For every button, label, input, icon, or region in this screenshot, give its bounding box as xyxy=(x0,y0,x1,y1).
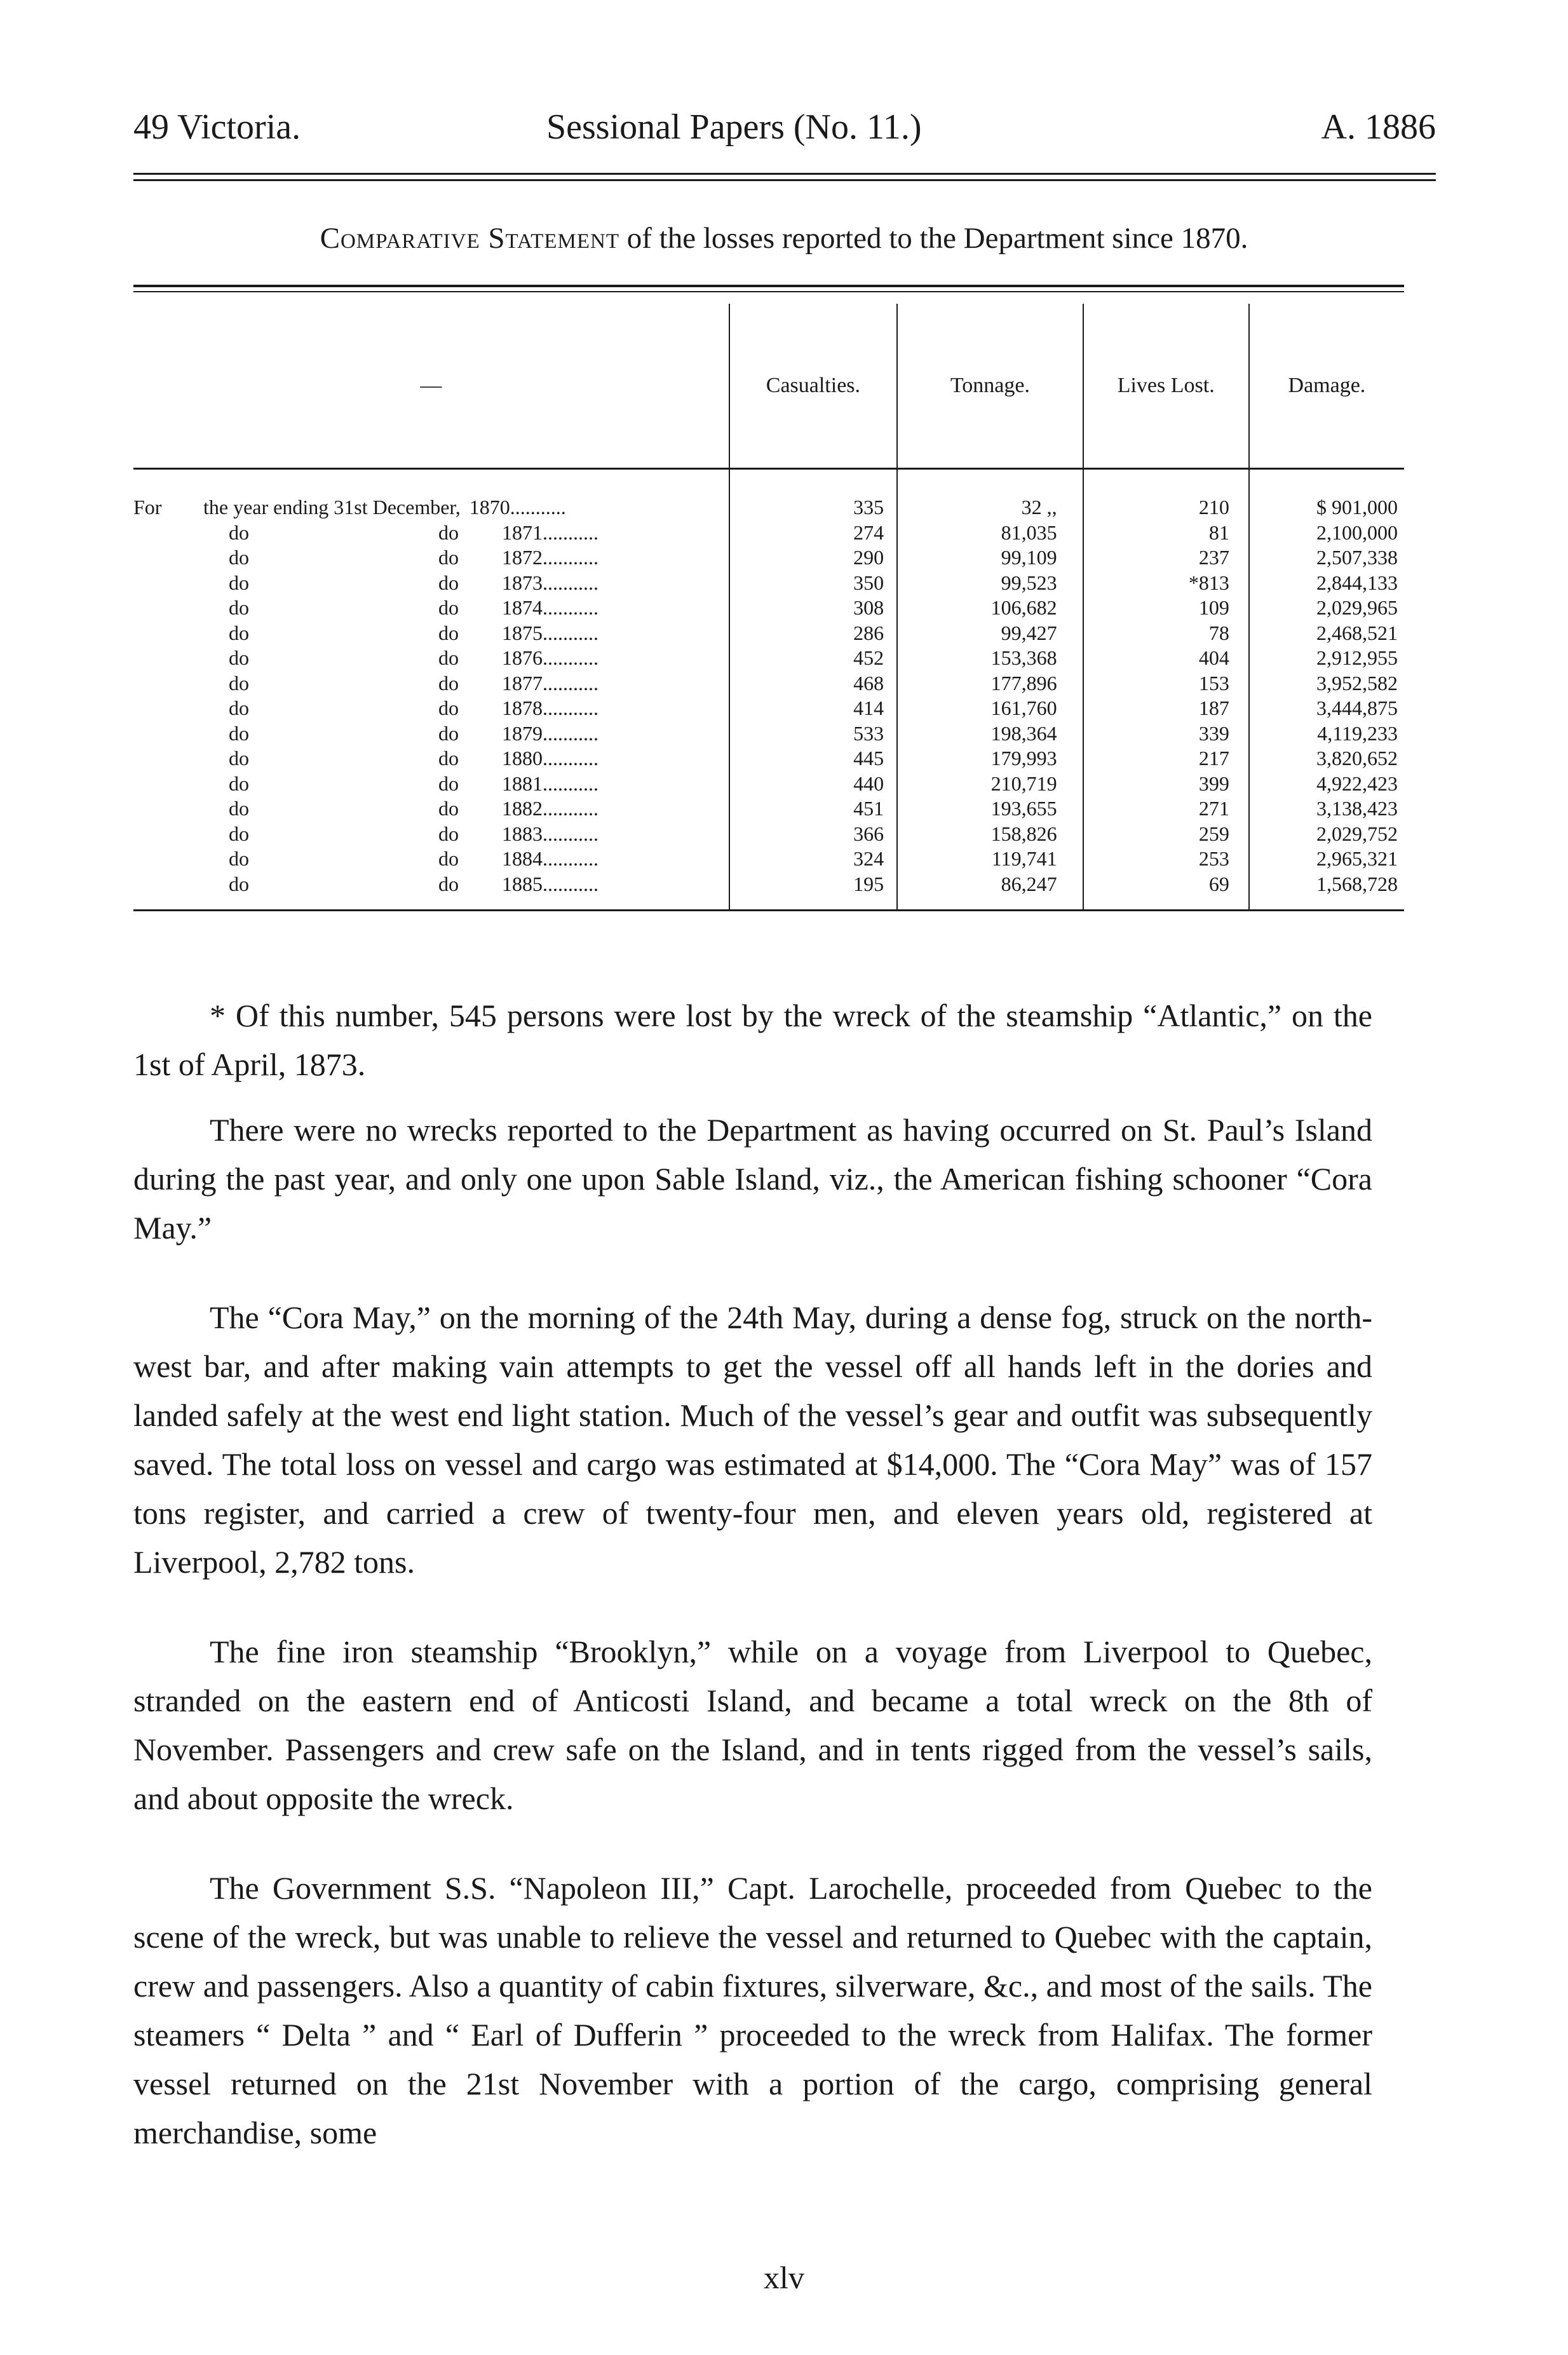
cell-lives-lost: 78 xyxy=(1083,621,1249,646)
cell-damage: 2,468,521 xyxy=(1249,621,1404,646)
header-session: 49 Victoria. xyxy=(133,107,301,147)
cell-lives-lost: 237 xyxy=(1083,545,1249,571)
leader-dots: ........... xyxy=(510,496,566,519)
leader-dots: ........... xyxy=(543,747,598,770)
cell-lives-lost: 404 xyxy=(1083,646,1249,671)
row-label xyxy=(133,746,729,771)
cell-casualties: 324 xyxy=(729,846,898,872)
table-row xyxy=(133,771,1404,797)
cell-casualties: 533 xyxy=(729,721,898,747)
row-ditto-1: do xyxy=(229,797,249,820)
row-year: 1882 xyxy=(502,797,543,820)
row-ditto-1: do xyxy=(229,822,249,845)
leader-dots: ........... xyxy=(543,520,598,544)
row-year: 1871 xyxy=(502,520,543,544)
footnote: * Of this number, 545 persons were lost by the wreck of the steamship “Atlantic,” on the 1st of April, 1873. xyxy=(133,998,1372,1082)
row-ditto-2: do xyxy=(438,847,459,870)
col-label-header: — xyxy=(133,304,729,469)
cell-tonnage: 106,682 xyxy=(897,595,1083,621)
leader-dots: ........... xyxy=(543,721,598,745)
row-label xyxy=(133,469,729,520)
cell-casualties: 451 xyxy=(729,796,898,822)
leader-dots: ........... xyxy=(543,797,598,820)
row-year: 1883 xyxy=(502,822,543,845)
row-label xyxy=(133,595,729,621)
cell-damage: 2,912,955 xyxy=(1249,646,1404,671)
row-ditto-1: do xyxy=(229,847,249,870)
cell-casualties: 445 xyxy=(729,746,898,771)
row-label xyxy=(133,872,729,911)
row-ditto-1: do xyxy=(229,546,249,569)
row-label xyxy=(133,621,729,646)
cell-tonnage: 193,655 xyxy=(897,796,1083,822)
row-year: 1880 xyxy=(502,747,543,770)
cell-tonnage: 198,364 xyxy=(897,721,1083,747)
row-ditto-2: do xyxy=(438,872,459,895)
table-row xyxy=(133,469,1404,520)
row-ditto-1: do xyxy=(229,621,249,644)
row-ditto-2: do xyxy=(438,621,459,644)
cell-damage: 2,507,338 xyxy=(1249,545,1404,571)
row-ditto-2: do xyxy=(438,747,459,770)
cell-lives-lost: 69 xyxy=(1083,872,1249,911)
row-ditto-1: do xyxy=(229,872,249,895)
row-label-prefix: For xyxy=(133,496,162,519)
statement-title-rest: of the losses reported to the Department since 1870. xyxy=(626,222,1248,255)
table-row xyxy=(133,646,1404,671)
row-ditto-1: do xyxy=(229,571,249,594)
row-year: 1875 xyxy=(502,621,543,644)
cell-tonnage: 119,741 xyxy=(897,846,1083,872)
leader-dots: ........... xyxy=(543,546,598,569)
leader-dots: ........... xyxy=(543,822,598,845)
row-label xyxy=(133,545,729,571)
cell-tonnage: 161,760 xyxy=(897,696,1083,721)
cell-casualties: 308 xyxy=(729,595,898,621)
page-header xyxy=(133,107,1436,145)
table-row xyxy=(133,621,1404,646)
cell-casualties: 468 xyxy=(729,671,898,696)
row-year: 1876 xyxy=(502,646,543,669)
table-row xyxy=(133,520,1404,546)
table-row xyxy=(133,571,1404,596)
cell-lives-lost: 210 xyxy=(1083,469,1249,520)
row-label xyxy=(133,646,729,671)
statement-title-caps: Comparative Statement xyxy=(320,222,620,255)
table-row xyxy=(133,822,1404,847)
cell-casualties: 335 xyxy=(729,469,898,520)
table-row xyxy=(133,595,1404,621)
row-ditto-2: do xyxy=(438,771,459,795)
statement-title xyxy=(0,221,1568,255)
cell-tonnage: 99,427 xyxy=(897,621,1083,646)
row-ditto-2: do xyxy=(438,596,459,619)
col-tonnage-header: Tonnage. xyxy=(897,304,1083,469)
losses-table xyxy=(133,304,1404,911)
table-body xyxy=(133,469,1404,911)
cell-tonnage: 153,368 xyxy=(897,646,1083,671)
cell-casualties: 452 xyxy=(729,646,898,671)
cell-damage: 3,138,423 xyxy=(1249,796,1404,822)
row-ditto-2: do xyxy=(438,520,459,544)
row-ditto-1: do xyxy=(229,747,249,770)
paragraph: The Government S.S. “Napoleon III,” Capt. Larochelle, proceeded from Quebec to the scene of the wreck, but was unable to relieve the vessel and returned to Quebec with the captain, crew and passengers. Also a quantity of cabin fixtures, silverware, &c., and most of the sails. The steamers “ Delta ” and “ Earl of Dufferin ” proceeded to the wreck from Halifax. The former vessel returned on the 21st November with a portion of the cargo, comprising general merchandise, some xyxy=(133,1870,1372,2150)
cell-casualties: 274 xyxy=(729,520,898,546)
paragraph: The fine iron steamship “Brooklyn,” while on a voyage from Liverpool to Quebec, stranded on the eastern end of Anticosti Island, and became a total wreck on the 8th of November. Passengers and crew safe on the Island, and in tents rigged from the vessel’s sails, and about opposite the wreck. xyxy=(133,1634,1372,1816)
row-ditto-1: do xyxy=(229,671,249,695)
row-ditto-2: do xyxy=(438,696,459,719)
row-year: 1877 xyxy=(502,671,543,695)
row-year: 1881 xyxy=(502,771,543,795)
table-row xyxy=(133,872,1404,911)
cell-damage: 3,444,875 xyxy=(1249,696,1404,721)
leader-dots: ........... xyxy=(543,872,598,895)
cell-tonnage: 86,247 xyxy=(897,872,1083,911)
row-year: 1872 xyxy=(502,546,543,569)
cell-lives-lost: 339 xyxy=(1083,721,1249,747)
row-year: 1879 xyxy=(502,721,543,745)
col-damage-header: Damage. xyxy=(1249,304,1404,469)
row-ditto-2: do xyxy=(438,571,459,594)
row-ditto-1: do xyxy=(229,646,249,669)
cell-tonnage: 158,826 xyxy=(897,822,1083,847)
leader-dots: ........... xyxy=(543,771,598,795)
cell-tonnage: 177,896 xyxy=(897,671,1083,696)
header-year: A. 1886 xyxy=(1321,107,1436,147)
row-ditto-2: do xyxy=(438,797,459,820)
header-rule-bottom xyxy=(133,179,1436,181)
leader-dots: ........... xyxy=(543,847,598,870)
cell-lives-lost: 153 xyxy=(1083,671,1249,696)
table-row xyxy=(133,545,1404,571)
cell-damage: $ 901,000 xyxy=(1249,469,1404,520)
cell-lives-lost: 271 xyxy=(1083,796,1249,822)
cell-damage: 2,844,133 xyxy=(1249,571,1404,596)
row-label xyxy=(133,520,729,546)
cell-damage: 3,820,652 xyxy=(1249,746,1404,771)
cell-damage: 2,029,965 xyxy=(1249,595,1404,621)
table-row xyxy=(133,671,1404,696)
cell-damage: 3,952,582 xyxy=(1249,671,1404,696)
cell-damage: 4,922,423 xyxy=(1249,771,1404,797)
table-rule-top-2 xyxy=(133,291,1404,292)
row-year: 1870 xyxy=(469,496,510,519)
row-year: 1885 xyxy=(502,872,543,895)
row-ditto-1: do xyxy=(229,771,249,795)
row-ditto-2: do xyxy=(438,671,459,695)
cell-casualties: 290 xyxy=(729,545,898,571)
row-ditto-2: do xyxy=(438,721,459,745)
leader-dots: ........... xyxy=(543,596,598,619)
row-label xyxy=(133,822,729,847)
cell-lives-lost: *813 xyxy=(1083,571,1249,596)
cell-damage: 4,119,233 xyxy=(1249,721,1404,747)
cell-lives-lost: 109 xyxy=(1083,595,1249,621)
row-label xyxy=(133,796,729,822)
row-year: 1873 xyxy=(502,571,543,594)
cell-casualties: 414 xyxy=(729,696,898,721)
row-label xyxy=(133,571,729,596)
cell-tonnage: 179,993 xyxy=(897,746,1083,771)
row-label-text: the year ending 31st December, xyxy=(203,496,461,519)
row-year: 1874 xyxy=(502,596,543,619)
cell-damage: 2,100,000 xyxy=(1249,520,1404,546)
row-ditto-2: do xyxy=(438,822,459,845)
row-ditto-1: do xyxy=(229,520,249,544)
body-text xyxy=(133,1106,1372,2198)
cell-tonnage: 99,523 xyxy=(897,571,1083,596)
row-label xyxy=(133,671,729,696)
row-year: 1884 xyxy=(502,847,543,870)
cell-tonnage: 81,035 xyxy=(897,520,1083,546)
cell-casualties: 366 xyxy=(729,822,898,847)
header-rule-top xyxy=(133,173,1436,175)
cell-tonnage: 210,719 xyxy=(897,771,1083,797)
cell-casualties: 350 xyxy=(729,571,898,596)
table-row xyxy=(133,721,1404,747)
header-title: Sessional Papers (No. 11.) xyxy=(546,107,922,147)
col-casualties-header: Casualties. xyxy=(729,304,898,469)
leader-dots: ........... xyxy=(543,696,598,719)
table-row xyxy=(133,696,1404,721)
row-ditto-1: do xyxy=(229,696,249,719)
cell-tonnage: 99,109 xyxy=(897,545,1083,571)
cell-casualties: 195 xyxy=(729,872,898,911)
cell-lives-lost: 259 xyxy=(1083,822,1249,847)
cell-damage: 1,568,728 xyxy=(1249,872,1404,911)
table-row xyxy=(133,796,1404,822)
leader-dots: ........... xyxy=(543,646,598,669)
row-label xyxy=(133,721,729,747)
cell-lives-lost: 187 xyxy=(1083,696,1249,721)
row-ditto-1: do xyxy=(229,596,249,619)
leader-dots: ........... xyxy=(543,621,598,644)
cell-lives-lost: 399 xyxy=(1083,771,1249,797)
table-rule-top-1 xyxy=(133,285,1404,287)
cell-lives-lost: 217 xyxy=(1083,746,1249,771)
leader-dots: ........... xyxy=(543,571,598,594)
table-row xyxy=(133,846,1404,872)
row-year: 1878 xyxy=(502,696,543,719)
cell-lives-lost: 253 xyxy=(1083,846,1249,872)
leader-dots: ........... xyxy=(543,671,598,695)
row-label xyxy=(133,846,729,872)
cell-lives-lost: 81 xyxy=(1083,520,1249,546)
page-number: xlv xyxy=(764,2260,804,2295)
row-ditto-1: do xyxy=(229,721,249,745)
table-header-row xyxy=(133,304,1404,469)
cell-damage: 2,965,321 xyxy=(1249,846,1404,872)
cell-casualties: 440 xyxy=(729,771,898,797)
cell-damage: 2,029,752 xyxy=(1249,822,1404,847)
table-row xyxy=(133,746,1404,771)
row-label xyxy=(133,771,729,797)
row-ditto-2: do xyxy=(438,646,459,669)
row-label xyxy=(133,696,729,721)
cell-tonnage: 32 ,, xyxy=(897,469,1083,520)
paragraph: The “Cora May,” on the morning of the 24th May, during a dense fog, struck on the north-west bar, and after making vain attempts to get the vessel off all hands left in the dories and landed safely at the west end light station. Much of the vessel’s gear and outfit was subsequently saved. The total loss on vessel and cargo was estimated at $14,000. The “Cora May” was of 157 tons register, and carried a crew of twenty-four men, and eleven years old, registered at Liverpool, 2,782 tons. xyxy=(133,1300,1372,1580)
cell-casualties: 286 xyxy=(729,621,898,646)
paragraph: There were no wrecks reported to the Department as having occurred on St. Paul’s Island during the past year, and only one upon Sable Island, viz., the American fishing schooner “Cora May.” xyxy=(133,1112,1372,1245)
col-lives-header: Lives Lost. xyxy=(1083,304,1249,469)
row-ditto-2: do xyxy=(438,546,459,569)
